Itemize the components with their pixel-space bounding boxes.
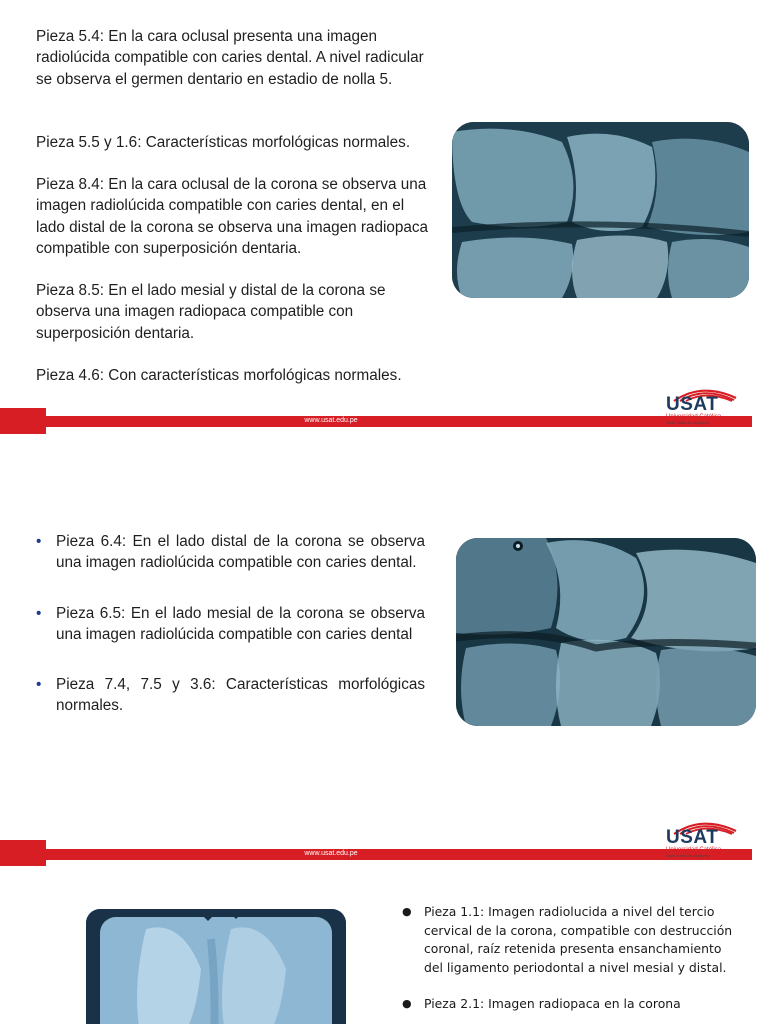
list-item-text: Pieza 1.1: Imagen radiolucida a nivel del tercio cervical de la corona, compatible con destrucción coronal, raíz retenida presenta ensanchamiento del ligamento periodontal a nivel mesial y distal.: [424, 904, 733, 975]
radiograph-image: [86, 909, 346, 1024]
radiograph-teeth-drawing: [456, 538, 756, 726]
logo-university-text: Universidad Católica: [666, 414, 722, 420]
bullet-dot-icon: ●: [402, 905, 412, 918]
logo-university-text: Universidad Católica: [666, 847, 722, 853]
list-item-text: Pieza 6.5: En el lado mesial de la corona se observa una imagen radiolúcida compatible con caries dental: [56, 604, 425, 643]
bullet-dot-icon: •: [36, 533, 42, 550]
paragraph-pieza-5-5: Pieza 5.5 y 1.6: Características morfológicas normales.: [36, 134, 411, 151]
radiograph-teeth-drawing: [86, 909, 346, 1024]
radiograph-image: [456, 538, 756, 726]
footer-url[interactable]: www.usat.edu.pe: [304, 850, 358, 857]
logo-usat-text: USAT: [666, 394, 719, 415]
logo-subtitle-text: Santo Toribio de Mogrovejo: [666, 421, 710, 425]
paragraph-pieza-5-4: Pieza 5.4: En la cara oclusal presenta una imagen radiolúcida compatible con caries dental. A nivel radicular se observa el germen dentario en estadio de nolla 5.: [36, 28, 424, 88]
footer-bar: [46, 416, 752, 427]
list-item: [36, 603, 425, 646]
list-item-text: Pieza 7.4, 7.5 y 3.6: Características morfológicas normales.: [56, 676, 425, 715]
paragraph-pieza-8-5: Pieza 8.5: En el lado mesial y distal de la corona se observa una imagen radiopaca compatible con superposición dentaria.: [36, 282, 386, 342]
slide-3: [0, 867, 768, 1024]
footer-bar: [46, 849, 752, 860]
list-item: [402, 995, 734, 1014]
usat-logo: [666, 817, 740, 863]
bullet-dot-icon: •: [36, 604, 42, 622]
radiograph-image: [452, 122, 749, 298]
bullet-dot-icon: •: [36, 676, 42, 694]
footer-url[interactable]: www.usat.edu.pe: [304, 417, 358, 424]
list-item-text: Pieza 2.1: Imagen radiopaca en la corona: [424, 996, 681, 1011]
paragraph-pieza-8-4: Pieza 8.4: En la cara oclusal de la corona se observa una imagen radiolúcida compatible con caries dental, en el lado distal de la corona se observa una imagen radiopaca compatible con superposición dentaria.: [36, 176, 429, 257]
list-item: [36, 531, 425, 574]
bullet-dot-icon: ●: [402, 997, 412, 1010]
logo-usat-text: USAT: [666, 827, 719, 848]
slide-1: [0, 0, 768, 437]
bullet-list: [402, 903, 734, 1014]
footer-tab: [0, 840, 46, 866]
footer-tab: [0, 408, 46, 434]
list-item: [36, 674, 425, 717]
paragraph-pieza-4-6: Pieza 4.6: Con características morfológicas normales.: [36, 367, 402, 384]
slide-2: [0, 437, 768, 867]
bullet-list: [36, 531, 425, 717]
list-item-text: Pieza 6.4: En el lado distal de la corona se observa una imagen radiolúcida compatible con caries dental.: [56, 533, 425, 572]
usat-logo: [666, 384, 740, 430]
radiograph-teeth-drawing: [452, 122, 749, 298]
list-item: [402, 903, 734, 977]
logo-subtitle-text: Santo Toribio de Mogrovejo: [666, 854, 710, 858]
